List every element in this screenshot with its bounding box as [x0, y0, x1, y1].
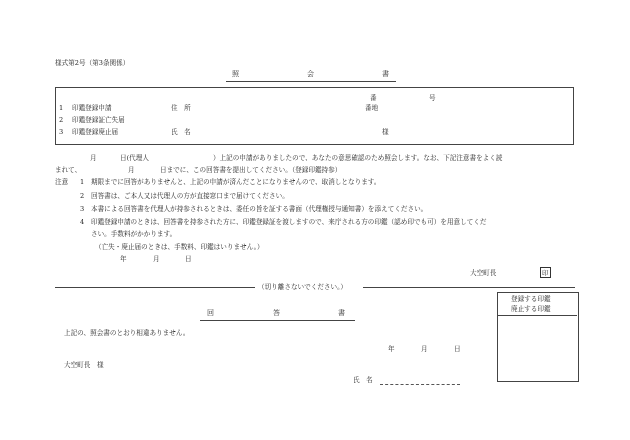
answer-name-line: [380, 384, 460, 385]
title-char-3: 書: [382, 70, 389, 78]
address-label: 住 所: [171, 104, 191, 112]
request-label-2: 印鑑登録証亡失届: [72, 116, 125, 124]
note-num-2: 2: [80, 192, 85, 200]
number-label-2: 号: [429, 94, 436, 102]
body-line2: 日までに、この回答書を提出してください。（登録印鑑持参）: [160, 166, 342, 174]
note-text-4-cont: さい。手数料がかかります。: [91, 230, 177, 238]
note-text-2: 回答書は、ご本人又は代理人の方が直接窓口まで届けてください。: [91, 192, 289, 200]
answer-title-underline: [200, 320, 355, 321]
name-label: 氏 名: [171, 128, 191, 136]
notes-label: 注意: [55, 178, 69, 186]
seal-box-line1: 登録する印鑑: [511, 295, 551, 303]
answer-name-label: 氏 名: [353, 376, 373, 384]
answer-text: 上記の、照会書のとおり相違ありません。: [64, 329, 190, 337]
request-num-2: 2: [59, 116, 64, 124]
date-year: 年: [120, 255, 127, 263]
banchi-label: 番地: [365, 104, 379, 112]
answer-title-char-3: 書: [338, 309, 345, 317]
answer-date-day: 日: [454, 345, 461, 353]
answer-title-char-1: 回: [207, 309, 214, 317]
note-num-3: 3: [80, 205, 85, 213]
date-month: 月: [153, 255, 160, 263]
note-text-4: 印鑑登録申請のときは、回答書を持参された方に、印鑑登録証を渡しますので、来庁される方の印鑑（認め印でも可）を用意してくだ: [91, 218, 487, 226]
note-extra: （亡失・廃止届のときは、手数料、印鑑はいりません。）: [95, 243, 264, 251]
cutline-text: （切り離さないでください。）: [258, 283, 348, 291]
body-day-agent: 日(代理人: [120, 154, 149, 162]
body-line2-month: 月: [128, 166, 135, 174]
request-num-3: 3: [59, 128, 64, 136]
answer-mayor-sama: 大空町長 様: [64, 361, 104, 369]
cutline-left: [55, 287, 255, 288]
request-label-3: 印鑑登録廃止届: [72, 128, 119, 136]
mayor-label: 大空町長: [470, 269, 497, 277]
seal-box-line2: 廃止する印鑑: [511, 305, 551, 313]
title-underline: [226, 81, 396, 82]
request-label-1: 印鑑登録申請: [72, 104, 112, 112]
form-id: 様式第2号（第3条関係）: [55, 59, 130, 67]
request-box: [55, 87, 574, 145]
title-char-2: 会: [307, 70, 314, 78]
body-line1: ）上記の申請がありましたので、あなたの意思確認のため照会します。なお、下記注意書をよく読: [213, 154, 503, 162]
answer-title-char-2: 答: [273, 309, 280, 317]
body-line2-prefix: まれて、: [55, 166, 82, 174]
note-num-1: 1: [80, 178, 85, 186]
seal-box: [540, 267, 551, 278]
cutline-right: [363, 287, 575, 288]
seal-box-divider: [498, 315, 577, 316]
answer-date-month: 月: [421, 345, 428, 353]
number-label-1: 番: [370, 94, 377, 102]
seal-glyph: 印: [542, 268, 549, 277]
request-num-1: 1: [59, 104, 64, 112]
answer-date-year: 年: [388, 345, 395, 353]
note-text-1: 期限までに回答がありませんと、上記の申請が済んだことになりませんので、取消しとなります。: [91, 178, 381, 186]
title-char-1: 照: [232, 70, 239, 78]
note-num-4: 4: [80, 218, 85, 226]
sama-label: 様: [382, 128, 389, 136]
body-month: 月: [90, 154, 97, 162]
note-text-3: 本書による回答書を代理人が持参されるときは、委任の旨を証する書面（代理権授与通知書）を添えてください。: [91, 205, 428, 213]
date-day: 日: [185, 255, 192, 263]
